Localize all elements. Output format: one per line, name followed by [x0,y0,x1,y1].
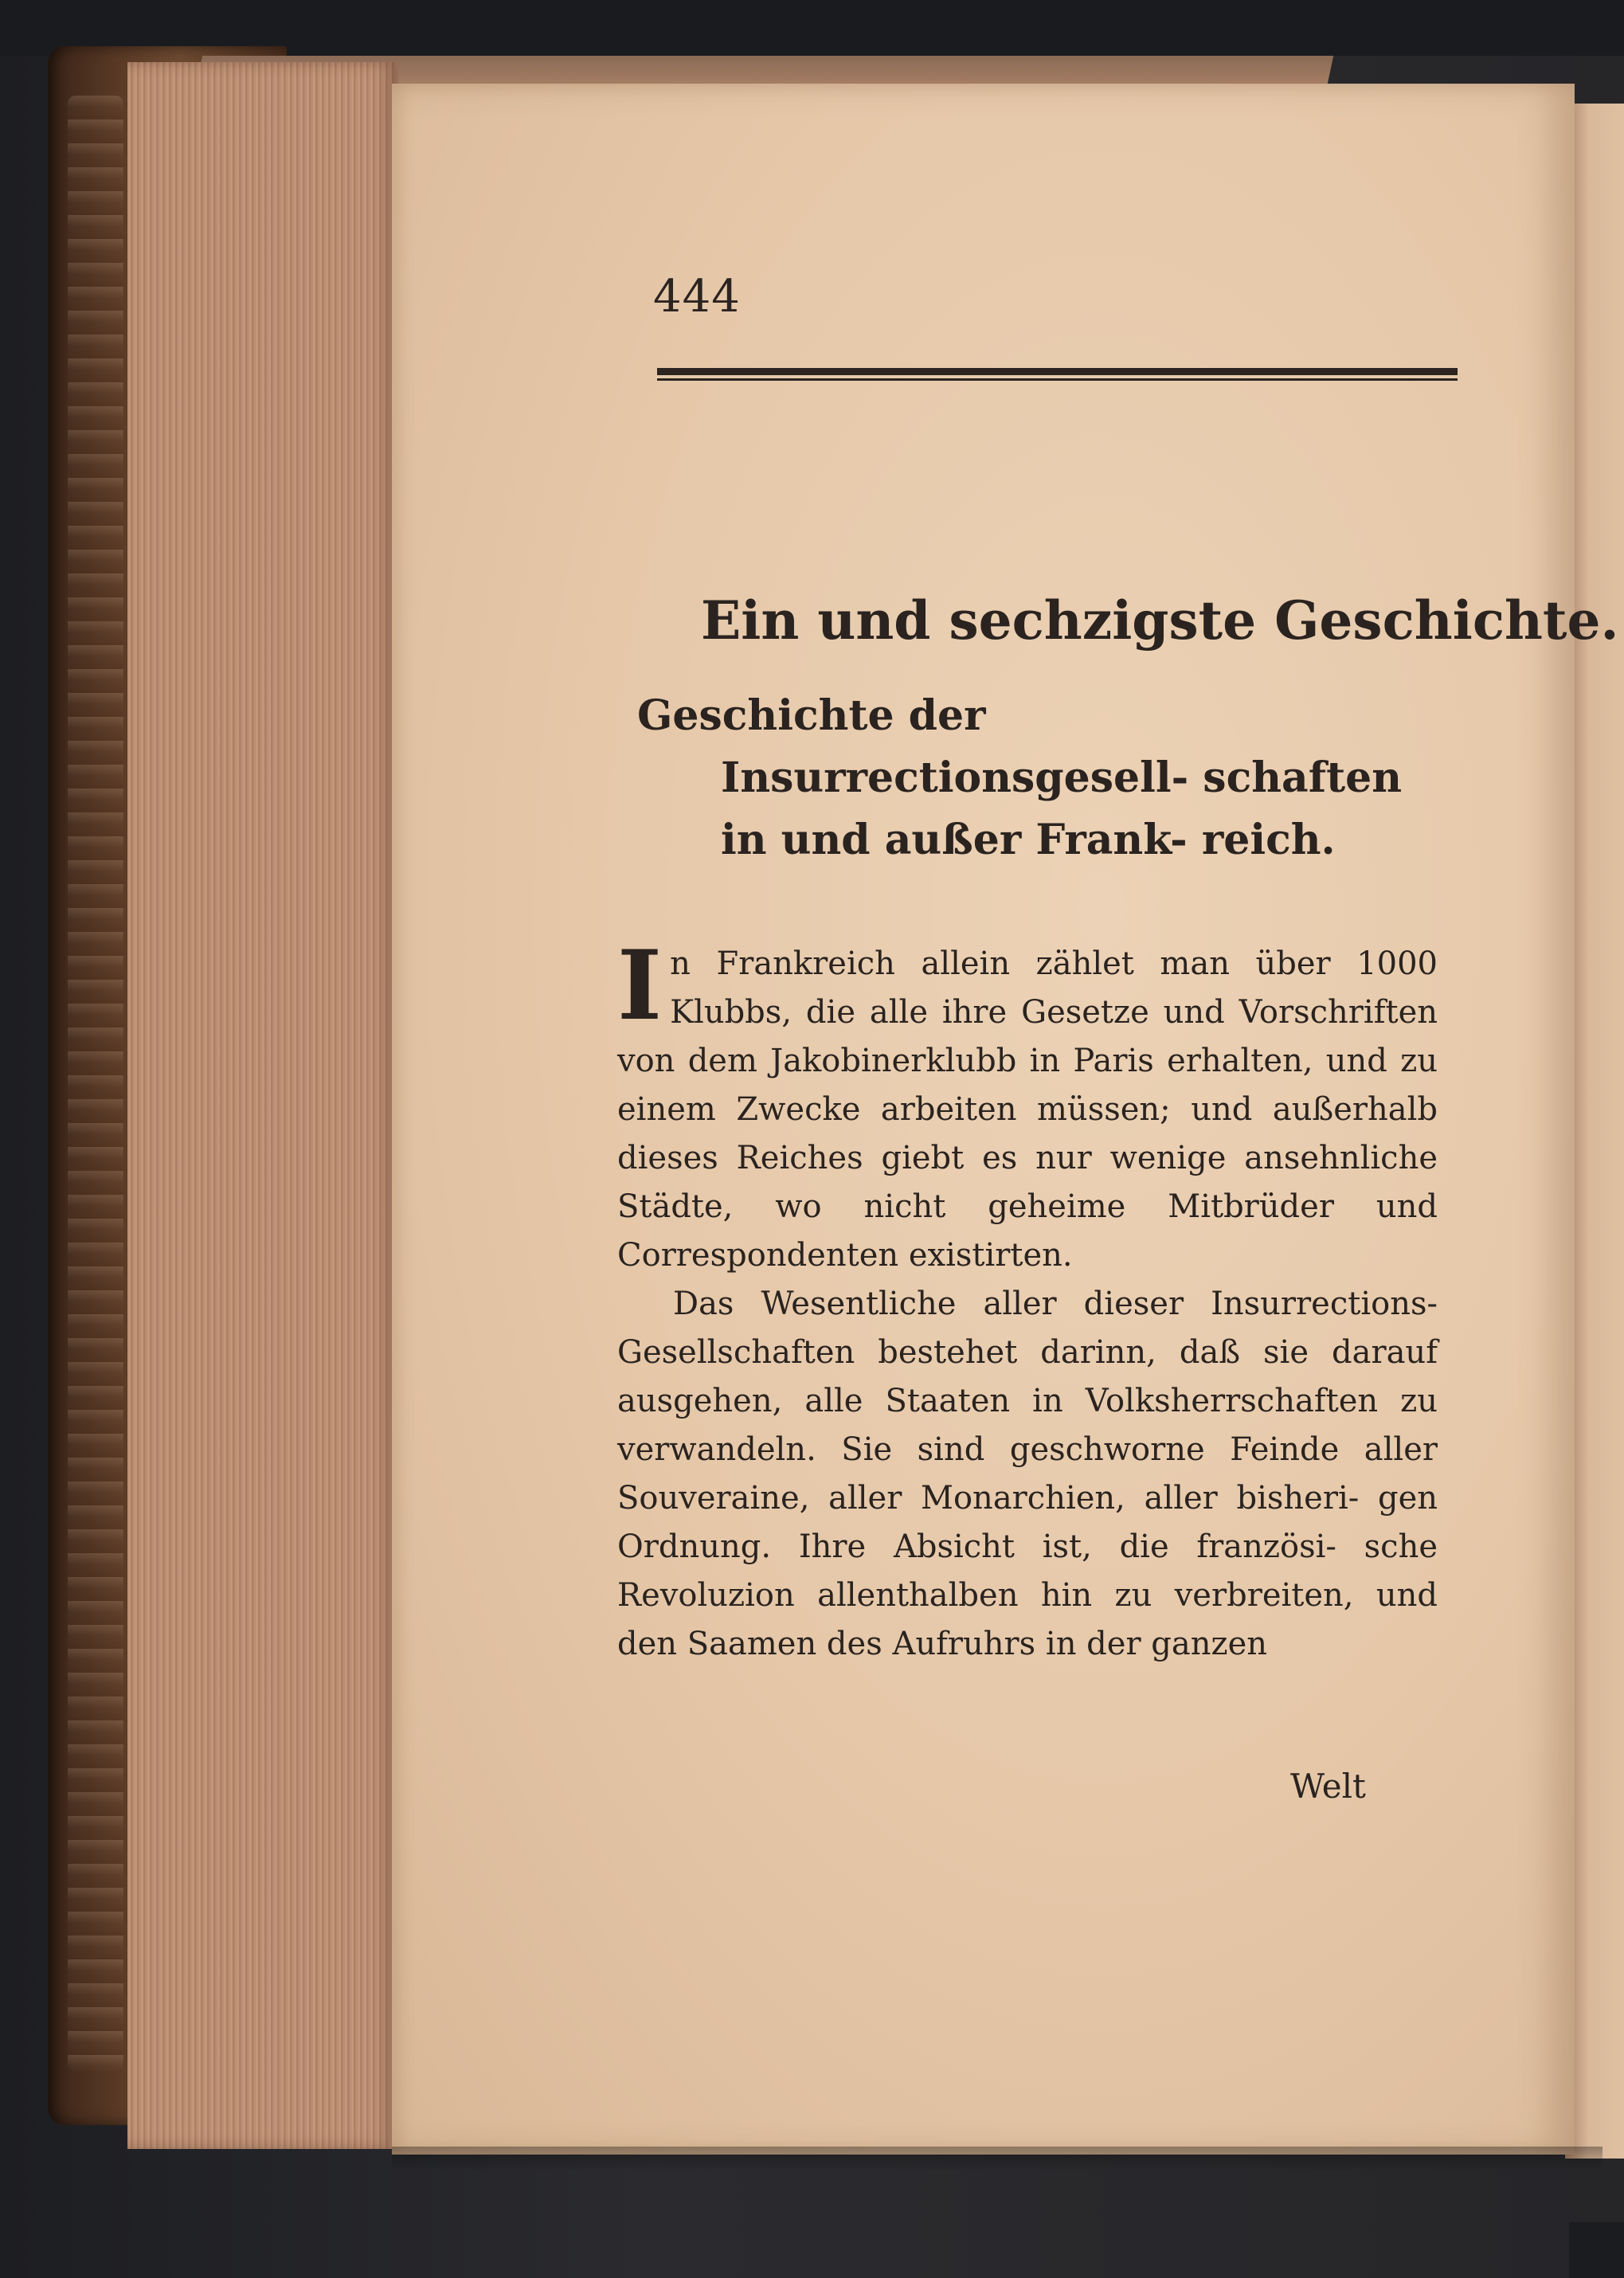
paragraph-1 [617,930,1438,1280]
paragraph-1-text: n Frankreich allein zählet man über 1000 Klubbs, die alle ihre Gesetze und Vorschriften von dem Jakobinerklubb in Paris erhalten, und zu einem Zwecke arbeiten müssen; und außerhalb dieses Reiches giebt es nur wenige ansehnliche Städte, wo nicht geheime Mitbrüder und Correspondenten existirten. [617,945,1438,1274]
body-text [617,930,1438,1669]
page-edges [127,62,398,2149]
drop-cap: I [617,930,663,1042]
catchword: Welt [1290,1767,1366,1806]
header-rule [657,368,1458,384]
paragraph-2: Das Wesentliche aller dieser Insurrections- Gesellschaften bestehet darinn, daß sie darauf ausgehen, alle Staaten in Volksherrschaften zu verwandeln. Sie sind geschworne Feinde aller Souveraine, aller Monarchien, aller bisheri- gen Ordnung. Ihre Absicht ist, die französi- sche Revoluzion allenthalben hin zu verbreiten, und den Saamen des Aufruhrs in der ganzen [617,1286,1438,1662]
chapter-title: Ein und sechzigste Geschichte. [701,589,1619,652]
page-number: 444 [653,271,741,323]
page-shadow [392,2147,1602,2170]
header-rule-thin [657,378,1458,381]
cover-wear-texture [68,96,123,2071]
header-rule-thick [657,368,1458,375]
background-corner [1569,2222,1624,2278]
chapter-subtitle-text: Geschichte der Insurrectionsgesell- schaften in und außer Frank- reich. [637,691,1403,864]
chapter-subtitle [637,685,1450,871]
